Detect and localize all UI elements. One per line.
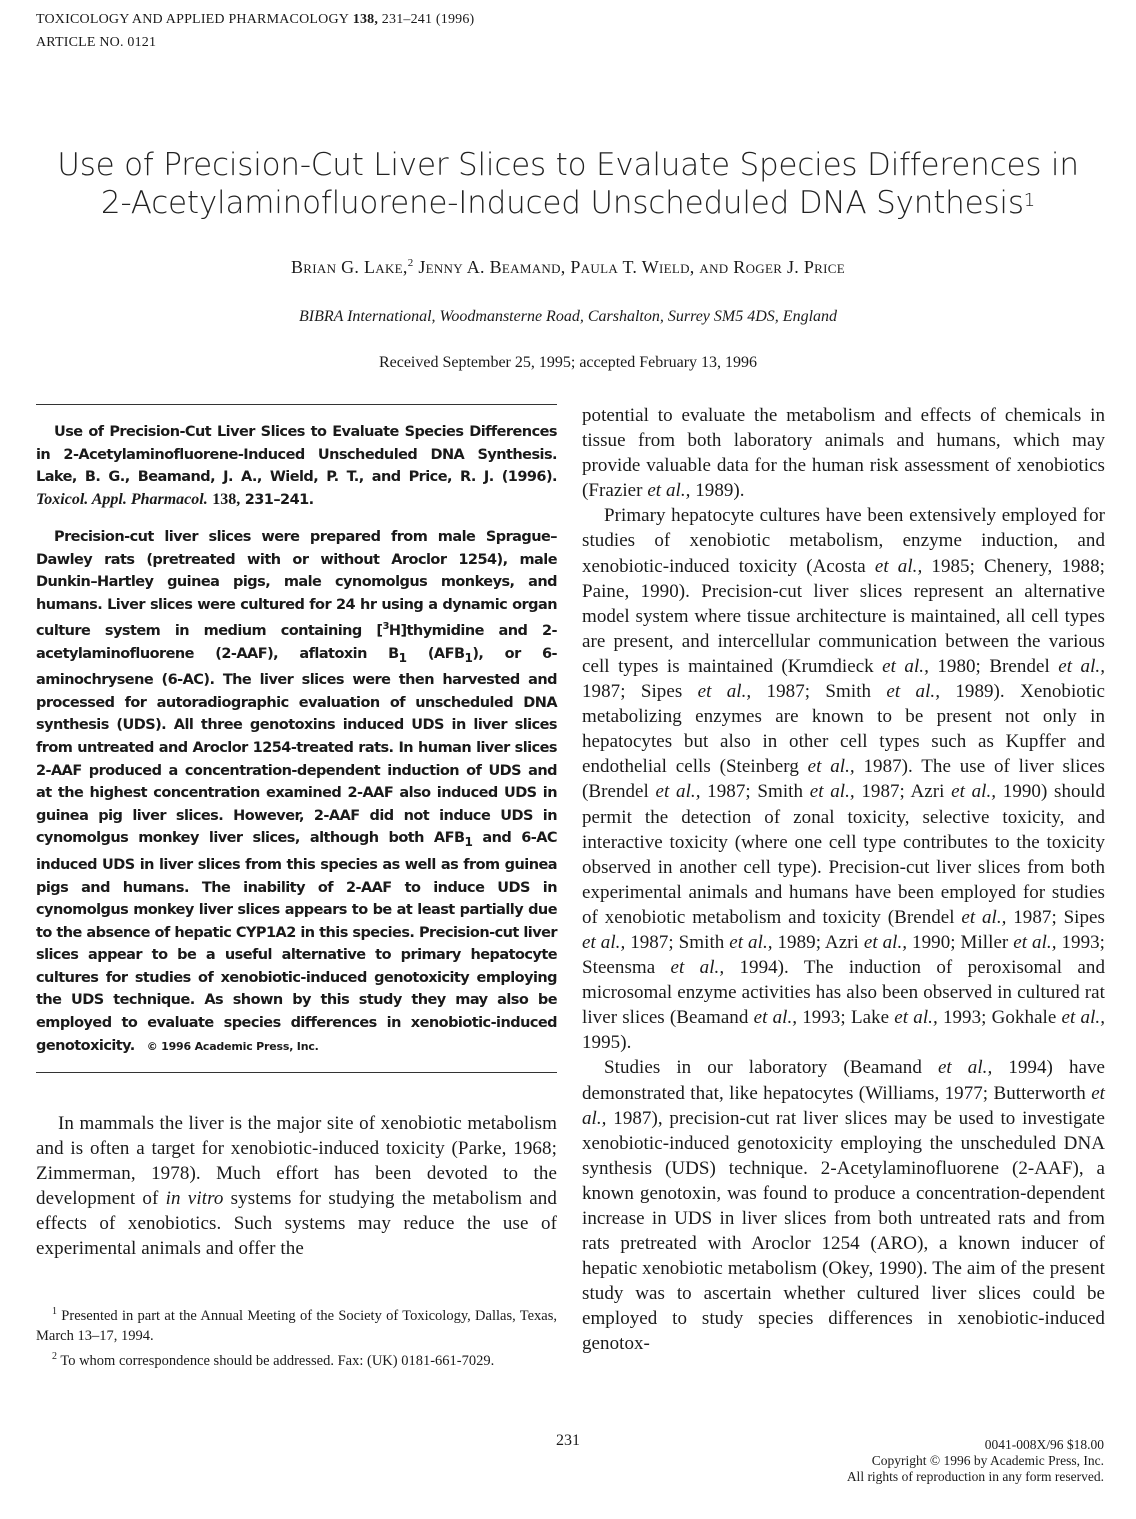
intro-text: 1987; Sipes (1006, 906, 1105, 928)
intro-paragraph (582, 1055, 1105, 1356)
intro-text: 1985; Chenery, 1988; Paine, 1990). Precision-cut liver slices represent an alternative model system where tissue architecture is maintained, all cell types are present, and intercellular communication between the various cell types is maintained (Krumdieck (582, 555, 1105, 677)
abstract-text-1: Precision-cut liver slices were prepared from male Sprague–Dawley rats (pretreated with or without Aroclor 1254), male Dunkin–Hartley guinea pigs, male cynomolgus monkeys, and humans. Liver slices were cultured for 24 hr using a dynamic organ culture system in medium containing [ (36, 529, 557, 640)
et-al: et al., (961, 906, 1007, 928)
et-al: et al., (882, 655, 929, 677)
author-list (0, 257, 1136, 278)
abstract-body (36, 526, 557, 1058)
copyright-block (847, 1437, 1104, 1485)
et-al: et al., (753, 1007, 798, 1029)
journal-volume: 138, (352, 12, 379, 27)
author-first: Brian G. Lake, (290, 257, 408, 277)
author-others: Jenny A. Beamand, Paula T. Wield, and Roger J. Price (418, 257, 845, 277)
abstract-sub: 1 (464, 835, 473, 850)
intro-text: 1990; Miller (907, 931, 1014, 953)
intro-text: 1989). (690, 480, 745, 502)
abstract-sup: 3 (382, 621, 389, 633)
abstract-copyright: © 1996 Academic Press, Inc. (146, 1039, 319, 1053)
intro-italic: in vitro (165, 1188, 224, 1210)
author-footnote-mark: 2 (407, 257, 414, 269)
intro-text: Primary hepatocyte cultures have been extensively employed for studies of xenobiotic metabolism, enzyme induction, and xenobiotic-induced toxicity (Acosta (582, 505, 1105, 577)
price-code: 0041-008X/96 $18.00 (984, 1437, 1104, 1452)
abstract-title: Use of Precision-Cut Liver Slices to Evaluate Species Differences in 2-Acetylaminofluorene-Induced Unscheduled DNA Synthesis. (36, 424, 557, 463)
footnote-text: To whom correspondence should be addressed. Fax: (UK) 0181-661-7029. (57, 1352, 495, 1369)
intro-text: 1987; Smith (751, 681, 887, 703)
et-al: et al., (729, 931, 773, 953)
et-al: et al., (886, 681, 941, 703)
abstract-heading (36, 421, 557, 511)
intro-text: 1989). Xenobiotic metabolizing enzymes are known to be present not only in hepatocytes but also in other cell types such as Kupffer and endothelial cells (Steinberg (582, 681, 1105, 778)
intro-text: 1987; Smith (700, 781, 810, 803)
intro-text: 1994) have demonstrated that, like hepatocytes (Williams, 1977; Butterworth (582, 1057, 1106, 1104)
affiliation: BIBRA International, Woodmansterne Road, Carshalton, Surrey SM5 4DS, England (298, 308, 838, 325)
journal-pages-year: 231–241 (1996) (381, 12, 475, 27)
title-line-2: 2-Acetylaminofluorene-Induced Unscheduled DNA Synthesis (100, 185, 1024, 221)
footnote-mark: 2 (52, 1350, 57, 1362)
copyright-line: Copyright © 1996 by Academic Press, Inc. (871, 1453, 1104, 1468)
rights-line: All rights of reproduction in any form reserved. (846, 1469, 1104, 1484)
et-al: et al., (1013, 931, 1057, 953)
intro-text: 1987; Sipes (582, 681, 698, 703)
et-al: et al., (874, 555, 923, 577)
et-al: et al., (807, 756, 855, 778)
intro-paragraph (582, 503, 1105, 1055)
et-al: et al., (655, 781, 701, 803)
title-line-1: Use of Precision-Cut Liver Slices to Evaluate Species Differences in (57, 147, 1079, 183)
et-al: et al., (809, 781, 855, 803)
article-number-label: ARTICLE NO. (36, 35, 124, 50)
et-al: et al., (670, 957, 725, 979)
et-al: et al., (951, 781, 997, 803)
introduction-left-column (36, 1111, 557, 1262)
title-footnote-mark: 1 (1023, 190, 1036, 211)
et-al: et al., (647, 480, 691, 502)
et-al: et al., (1058, 655, 1105, 677)
article-number: 0121 (127, 35, 157, 50)
journal-name: TOXICOLOGY AND APPLIED PHARMACOLOGY (36, 12, 350, 27)
page-number: 231 (556, 1432, 580, 1449)
intro-text: potential to evaluate the metabolism and effects of chemicals in tissue from both laboratory animals and humans, which may provide valuable data for the human risk assessment of xenobiotics (Frazier (582, 405, 1105, 502)
abstract-sub: 1 (398, 650, 407, 665)
abstract-top-rule (36, 404, 557, 405)
footnote-mark: 1 (52, 1306, 57, 1317)
intro-text: 1993; Steensma (582, 931, 1105, 979)
abstract-authors: Lake, B. G., Beamand, J. A., Wield, P. T., and Price, R. J. (1996). (36, 469, 557, 486)
footnote-text: Presented in part at the Annual Meeting of the Society of Toxicology, Dallas, Texas, March 13–17, 1994. (36, 1307, 557, 1345)
journal-citation-line (36, 12, 474, 28)
intro-text: 1980; Brendel (928, 655, 1059, 677)
intro-text: 1994). The induction of peroxisomal and microsomal enzyme activities has also been observed in cultured rat liver slices (Beamand (582, 957, 1105, 1029)
et-al: et al., (582, 1082, 1105, 1129)
abstract-text-2: H]thymidine and 2-acetylaminofluorene (2-AAF), aflatoxin B (36, 623, 557, 662)
intro-text: 1993; Gokhale (937, 1007, 1062, 1029)
intro-text: 1987; Azri (854, 781, 952, 803)
et-al: et al., (937, 1057, 993, 1079)
et-al: et al., (1061, 1007, 1106, 1029)
article-number-line (36, 35, 156, 51)
abstract-text-5: and 6-AC induced UDS in liver slices from this species as well as from guinea pigs and humans. The inability of 2-AAF to induce UDS in cynomolgus monkey liver slices appears to be at least partially due to the absence of hepatic CYP1A2 in this species. Precision-cut liver slices appear to be a useful alternative to primary hepatocyte cultures for studies of xenobiotic-induced genotoxicity employing the UDS technique. As shown by this study they may also be employed to evaluate species differences in xenobiotic-induced genotoxicity. (36, 830, 557, 1054)
abstract-text-4: ), or 6-aminochrysene (6-AC). The liver slices were then harvested and processed for autoradiographic evaluation of unscheduled DNA synthesis (UDS). All three genotoxins induced UDS in liver slices from untreated and Aroclor 1254-treated rats. In human liver slices 2-AAF produced a concentration-dependent induction of UDS and at the highest concentration examined 2-AAF also induced UDS in guinea pig liver slices. However, 2-AAF did not induce UDS in cynomolgus monkey liver slices, although both AFB (36, 645, 557, 847)
abstract-volume: 138, (212, 490, 241, 508)
et-al: et al., (697, 681, 752, 703)
intro-text: 1987). The use of liver slices (Brendel (582, 756, 1106, 803)
intro-text: systems for studying the metabolism and effects of xenobiotics. Such systems may reduce the use of experimental animals and offer the (36, 1188, 558, 1260)
et-al: et al., (582, 931, 626, 953)
abstract-pages: 231–241. (244, 491, 314, 508)
footnotes (36, 1302, 557, 1371)
intro-text: 1987; Smith (625, 931, 730, 953)
et-al: et al., (894, 1007, 938, 1029)
received-dates: Received September 25, 1995; accepted February 13, 1996 (378, 354, 758, 371)
intro-text: 1995). (582, 1032, 632, 1054)
abstract-journal: Toxicol. Appl. Pharmacol. (36, 490, 208, 508)
article-title (20, 146, 1116, 222)
et-al: et al., (863, 931, 908, 953)
intro-text: In mammals the liver is the major site of xenobiotic metabolism and is often a target for xenobiotic-induced toxicity (Parke, 1968; Zimmerman, 1978). Much effort has been devoted to the development of (36, 1113, 557, 1210)
abstract-text-3: (AFB (406, 645, 465, 662)
footnote-2 (36, 1347, 557, 1371)
intro-text: 1993; Lake (797, 1007, 895, 1029)
intro-text: 1987), precision-cut rat liver slices may be used to investigate xenobiotic-induced genotoxicity employing the unscheduled DNA synthesis (UDS) technique. 2-Acetylaminofluorene (2-AAF), a known genotoxin, was found to produce a concentration-dependent increase in UDS in liver slices from both untreated rats and from rats pretreated with Aroclor 1254 (ARO), a known inducer of hepatic xenobiotic metabolism (Okey, 1990). The aim of the present study was to ascertain whether cultured liver slices could be employed to study species differences in xenobiotic-induced genotox- (582, 1107, 1105, 1355)
abstract-bottom-rule (36, 1072, 557, 1073)
intro-paragraph (582, 403, 1105, 503)
introduction-right-column (582, 403, 1105, 1357)
intro-text: 1989; Azri (772, 931, 864, 953)
abstract-sub: 1 (464, 650, 473, 665)
intro-text: Studies in our laboratory (Beamand (604, 1057, 938, 1079)
footnote-1 (36, 1302, 557, 1347)
intro-text: 1990) should permit the detection of zonal toxicity, selective toxicity, and interactive toxicity (where one cell type contributes to the toxicity observed in another cell type). Precision-cut liver slices from both experimental animals and humans have been employed for studies of xenobiotic metabolism and toxicity (Brendel (582, 781, 1105, 928)
